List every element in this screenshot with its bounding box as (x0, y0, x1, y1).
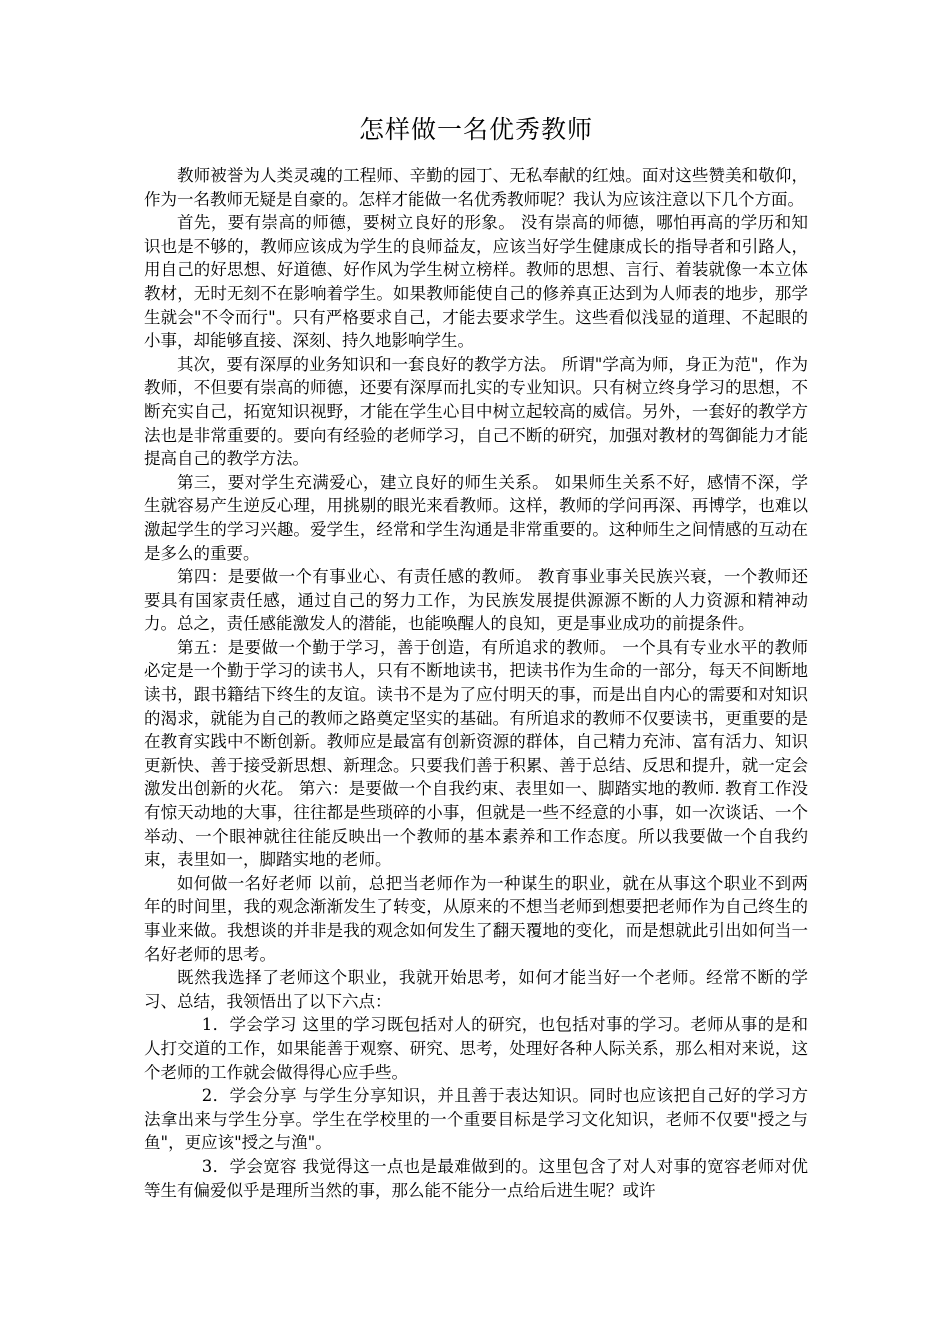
document-page (144, 112, 808, 1202)
paragraph-intro: 教师被誉为人类灵魂的工程师、辛勤的园丁、无私奉献的红烛。面对这些赞美和敬仰，作为一名教师无疑是自豪的。怎样才能做一名优秀教师呢？我认为应该注意以下几个方面。 (144, 166, 808, 209)
paragraph-second-point: 其次，要有深厚的业务知识和一套良好的教学方法。 所谓"学高为师，身正为范"，作为教师，不但要有崇高的师德，还要有深厚而扎实的专业知识。只有树立终身学习的思想，不断充实自己，拓宽知识视野，才能在学生心目中树立起较高的威信。另外，一套好的教学方法也是非常重要的。要向有经验的老师学习，自己不断的研究，加强对教材的驾御能力才能提高自己的教学方法。 (144, 354, 808, 469)
list-item-tolerance: 3．学会宽容 我觉得这一点也是最难做到的。这里包含了对人对事的宽容老师对优等生有偏爱似乎是理所当然的事，那么能不能分一点给后进生呢？或许 (144, 1156, 808, 1200)
list-item-learn: 1．学会学习 这里的学习既包括对人的研究，也包括对事的学习。老师从事的是和人打交道的工作，如果能善于观察、研究、思考，处理好各种人际关系，那么相对来说，这个老师的工作就会做得得心应手些。 (144, 1015, 808, 1082)
paragraph-fifth-sixth-point: 第五：是要做一个勤于学习，善于创造，有所追求的教师。 一个具有专业水平的教师必定是一个勤于学习的读书人，只有不断地读书，把读书作为生命的一部分，每天不间断地读书，跟书籍结下终生的友谊。读书不是为了应付明天的事，而是出自内心的需要和对知识的渴求，就能为自己的教师之路奠定坚实的基础。有所追求的教师不仅要读书，更重要的是在教育实践中不断创新。教师应是最富有创新资源的群体，自己精力充沛、富有活力、知识更新快、善于接受新思想、新理念。只要我们善于积累、善于总结、反思和提升，就一定会激发出创新的火花。 第六：是要做一个自我约束、表里如一、脚踏实地的教师. 教育工作没有惊天动地的大事，往往都是些琐碎的小事，但就是一些不经意的小事，如一次谈话、一个举动、一个眼神就往往能反映出一个教师的基本素养和工作态度。所以我要做一个自我约束，表里如一，脚踏实地的老师。 (144, 637, 808, 870)
paragraph-third-point: 第三，要对学生充满爱心，建立良好的师生关系。 如果师生关系不好，感情不深，学生就容易产生逆反心理，用挑剔的眼光来看教师。这样，教师的学问再深、再博学，也难以激起学生的学习兴趣。爱学生，经常和学生沟通是非常重要的。这种师生之间情感的互动在是多么的重要。 (144, 472, 808, 563)
paragraph-six-insights: 既然我选择了老师这个职业，我就开始思考，如何才能当好一个老师。经常不断的学习、总结，我领悟出了以下六点： (144, 968, 808, 1011)
document-title: 怎样做一名优秀教师 (358, 115, 593, 144)
paragraph-good-teacher: 如何做一名好老师 以前，总把当老师作为一种谋生的职业，就在从事这个职业不到两年的时间里，我的观念渐渐发生了转变，从原来的不想当老师到想要把老师作为自己终生的事业来做。我想谈的并非是我的观念如何发生了翻天覆地的变化，而是想就此引出如何当一名好老师的思考。 (144, 873, 808, 964)
paragraph-first-point: 首先，要有崇高的师德，要树立良好的形象。 没有崇高的师德，哪怕再高的学历和知识也是不够的，教师应该成为学生的良师益友，应该当好学生健康成长的指导者和引路人，用自己的好思想、好道德、好作风为学生树立榜样。教师的思想、言行、着装就像一本立体教材，无时无刻不在影响着学生。如果教师能使自己的修养真正达到为人师表的地步，那学生就会"不令而行"。只有严格要求自己，才能去要求学生。这些看似浅显的道理、不起眼的小事，却能够直接、深刻、持久地影响学生。 (144, 213, 808, 351)
paragraph-fourth-point: 第四：是要做一个有事业心、有责任感的教师。 教育事业事关民族兴衰，一个教师还要具有国家责任感，通过自己的努力工作，为民族发展提供源源不断的人力资源和精神动力。总之，责任感能激发人的潜能，也能唤醒人的良知，更是事业成功的前提条件。 (144, 567, 808, 634)
list-item-share: 2．学会分享 与学生分享知识，并且善于表达知识。同时也应该把自己好的学习方法拿出来与学生分享。学生在学校里的一个重要目标是学习文化知识，老师不仅要"授之与鱼"，更应该"授之与渔"。 (144, 1086, 808, 1153)
